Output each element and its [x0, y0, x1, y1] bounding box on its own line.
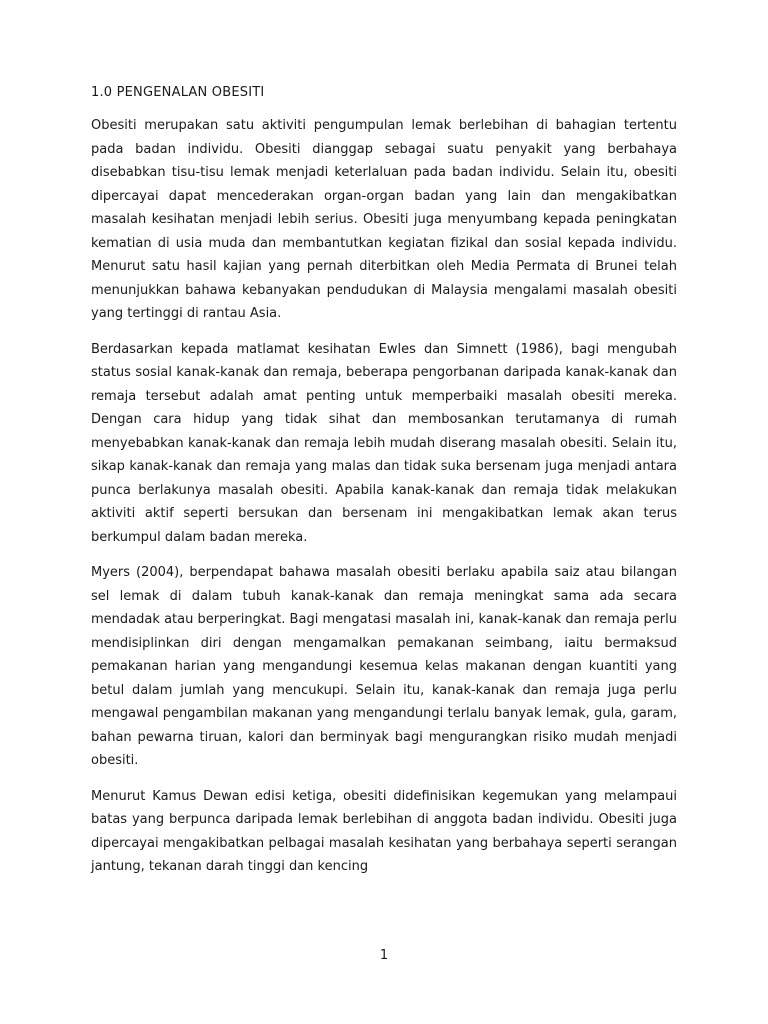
- section-heading: 1.0 PENGENALAN OBESITI: [91, 85, 265, 100]
- paragraph-4: Menurut Kamus Dewan edisi ketiga, obesiti didefinisikan kegemukan yang melampaui batas yang berpunca daripada lemak berlebihan di anggota badan individu. Obesiti juga dipercayai mengakibatkan pelbagai masalah kesihatan yang berbahaya seperti serangan jantung, tekanan darah tinggi dan kencing: [91, 788, 677, 874]
- paragraph-3: Myers (2004), berpendapat bahawa masalah obesiti berlaku apabila saiz atau bilangan sel lemak di dalam tubuh kanak-kanak dan remaja meningkat sama ada secara mendadak atau berperingkat. Bagi mengatasi masalah ini, kanak-kanak dan remaja perlu mendisiplinkan diri dengan mengamalkan pemakanan seimbang, iaitu bermaksud pemakanan harian yang mengandungi kesemua kelas makanan dengan kuantiti yang betul dalam jumlah yang mencukupi. Selain itu, kanak-kanak dan remaja juga perlu mengawal pengambilan makanan yang mengandungi terlalu banyak lemak, gula, garam, bahan pewarna tiruan, kalori dan berminyak bagi mengurangkan risiko mudah menjadi obesiti.: [91, 565, 677, 768]
- paragraph-2: Berdasarkan kepada matlamat kesihatan Ewles dan Simnett (1986), bagi mengubah status sosial kanak-kanak dan remaja, beberapa pengorbanan daripada kanak-kanak dan remaja tersebut adalah amat penting untuk memperbaiki masalah obesiti mereka. Dengan cara hidup yang tidak sihat dan membosankan terutamanya di rumah menyebabkan kanak-kanak dan remaja lebih mudah diserang masalah obesiti. Selain itu, sikap kanak-kanak dan remaja yang malas dan tidak suka bersenam juga menjadi antara punca berlakunya masalah obesiti. Apabila kanak-kanak dan remaja tidak melakukan aktiviti aktif seperti bersukan dan bersenam ini mengakibatkan lemak akan terus berkumpul dalam badan mereka.: [91, 341, 677, 545]
- paragraph-1: Obesiti merupakan satu aktiviti pengumpulan lemak berlebihan di bahagian tertentu pada badan individu. Obesiti dianggap sebagai suatu penyakit yang berbahaya disebabkan tisu-tisu lemak menjadi keterlaluan pada badan individu. Selain itu, obesiti dipercayai dapat mencederakan organ-organ badan yang lain dan mengakibatkan masalah kesihatan menjadi lebih serius. Obesiti juga menyumbang kepada peningkatan kematian di usia muda dan membantutkan kegiatan fizikal dan sosial kepada individu. Menurut satu hasil kajian yang pernah diterbitkan oleh Media Permata di Brunei telah menunjukkan bahawa kebanyakan pendudukan di Malaysia mengalami masalah obesiti yang tertinggi di rantau Asia.: [91, 118, 677, 321]
- page-content: [91, 84, 677, 891]
- page-number: 1: [379, 948, 389, 963]
